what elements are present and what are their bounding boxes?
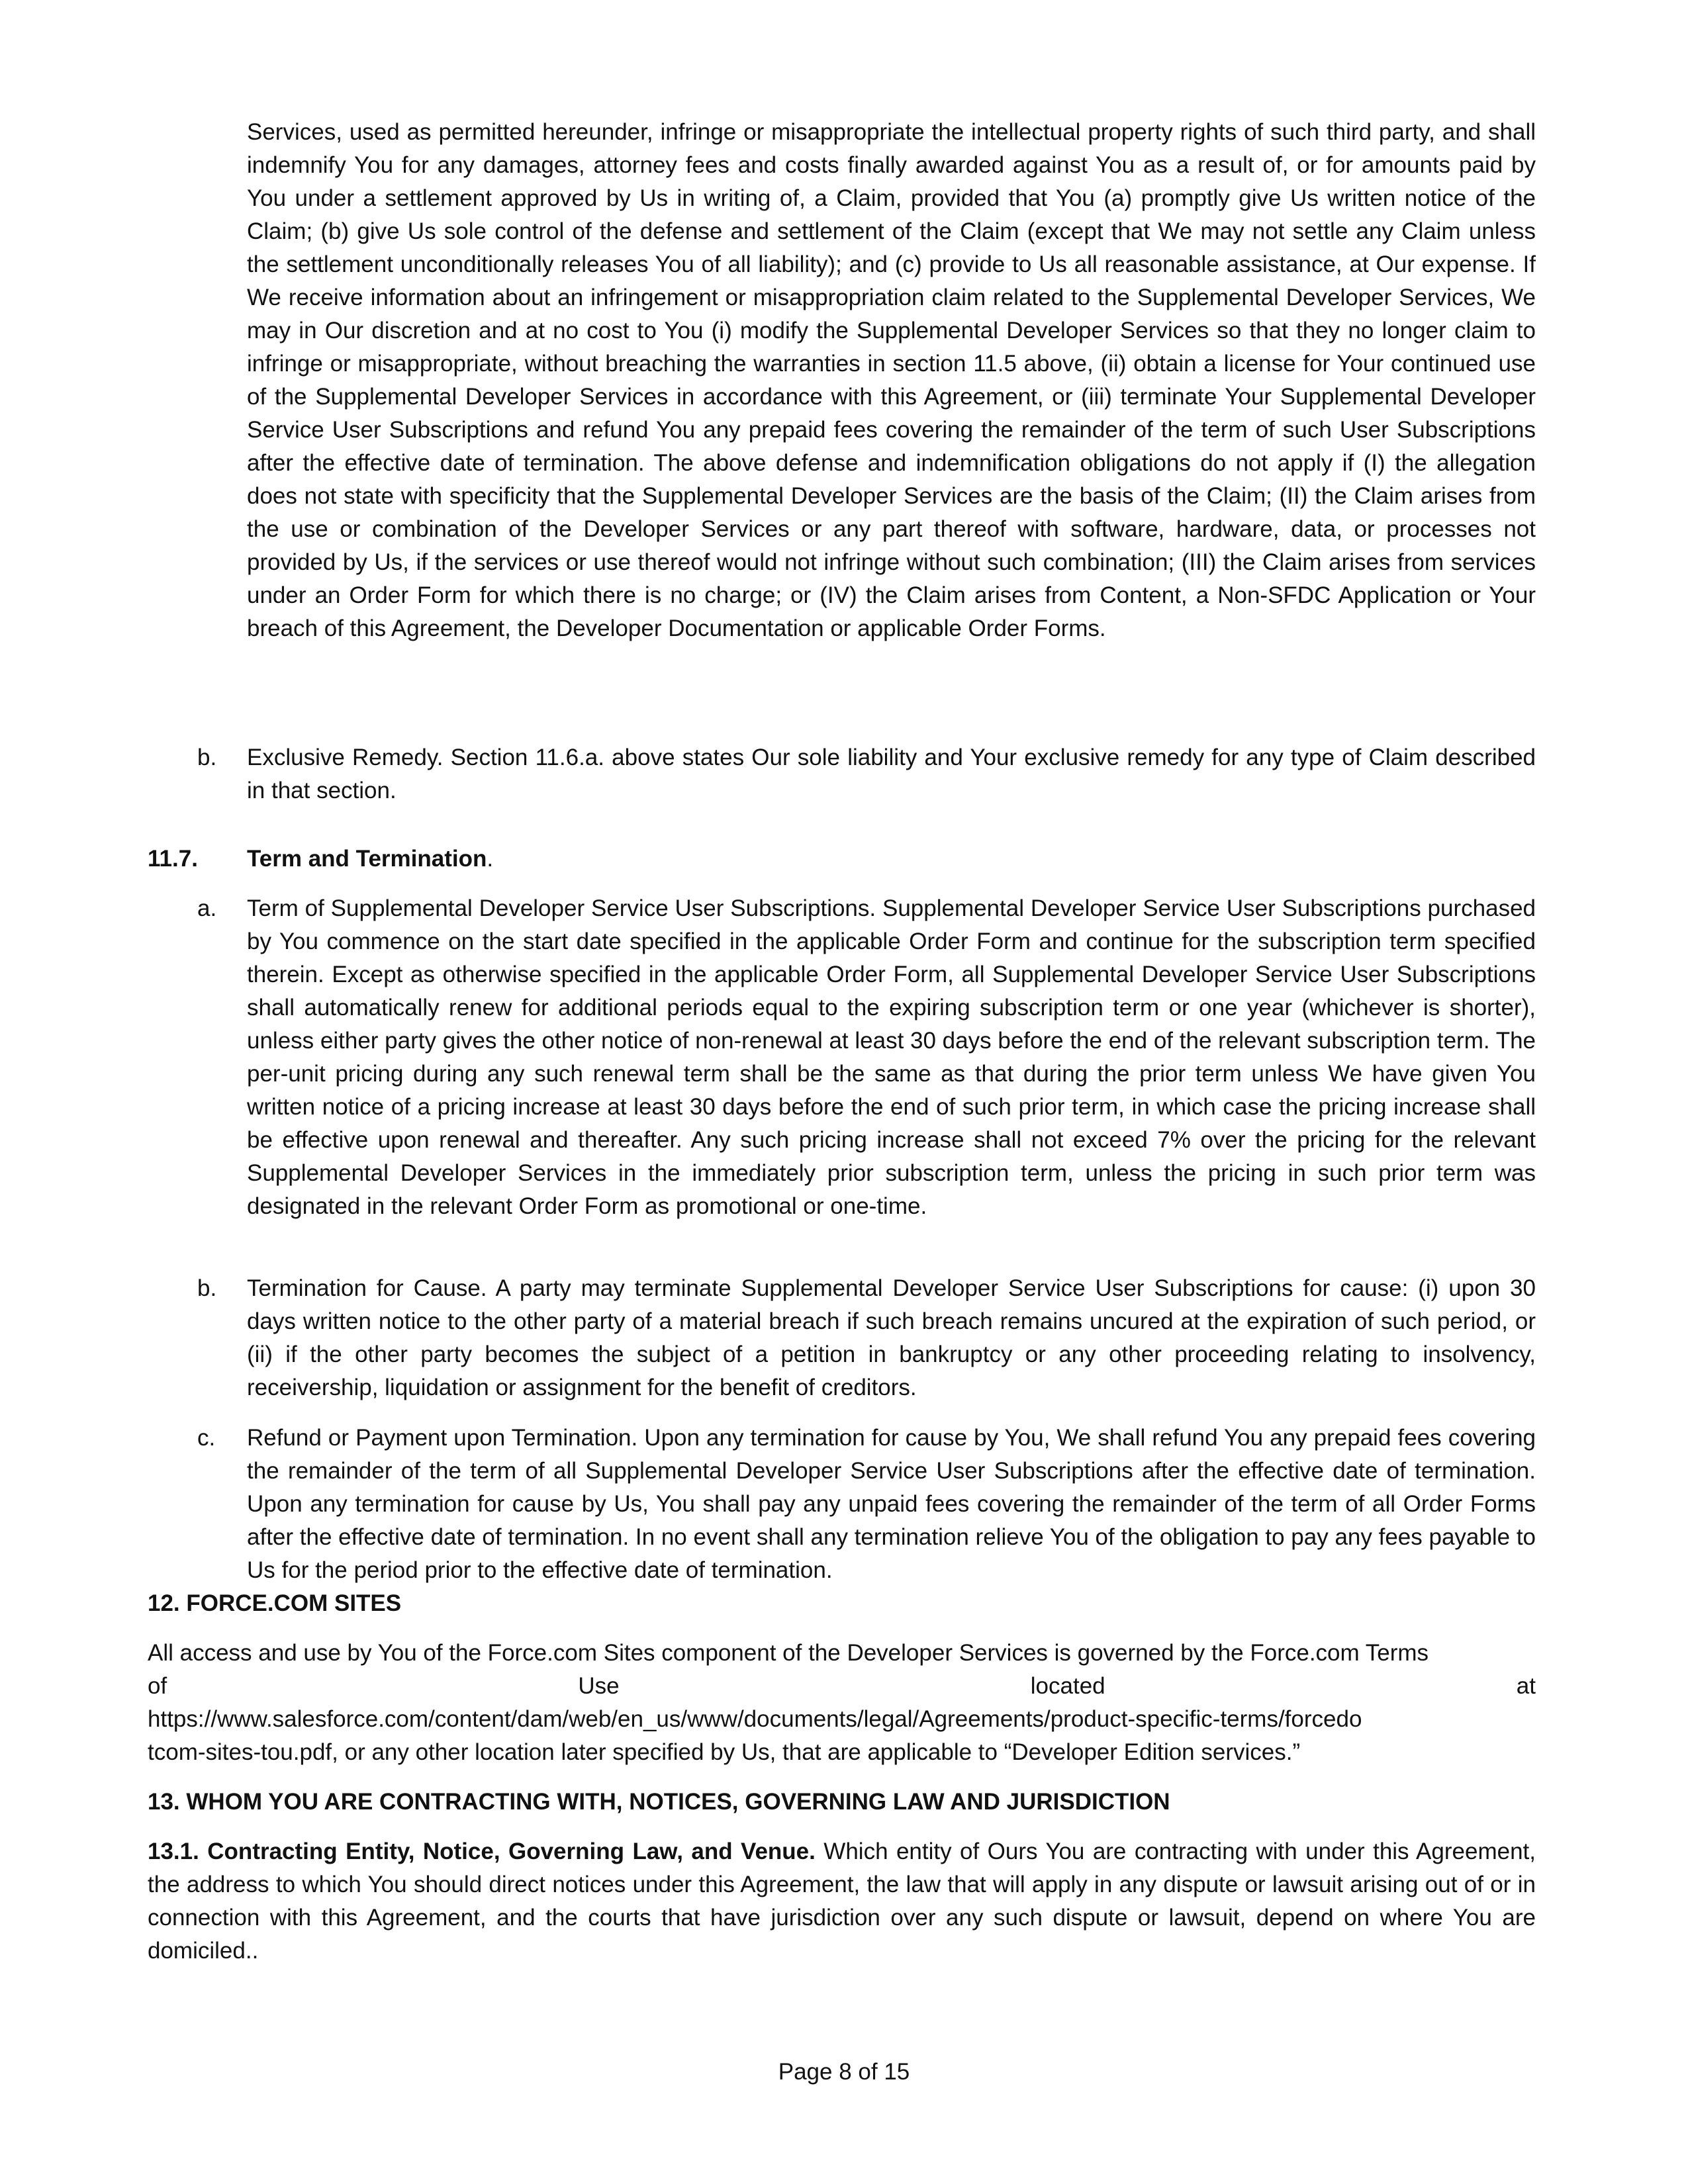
section-heading-12: 12. FORCE.COM SITES — [148, 1590, 402, 1616]
section-title-period: . — [487, 846, 494, 872]
refund-payment-paragraph: Refund or Payment upon Termination. Upon any termination for cause by You, We shall refund You any prepaid fees covering the remainder of the term of all Supplemental Developer Service User Subscriptions after the effective date of termination. Upon any termination for cause by Us, You shall pay any unpaid fees covering the remainder of the term of all Order Forms after the effective date of termination. In no event shall any termination relieve You of the obligation to pay any fees payable to Us for the period prior to the effective date of termination. — [247, 1425, 1536, 1583]
section-title-text: Term and Termination — [247, 846, 487, 872]
force-sites-line-4: tcom-sites-tou.pdf, or any other location later specified by Us, that are applicable to “Developer Edition services.” — [148, 1739, 1301, 1765]
term-subscriptions-paragraph: Term of Supplemental Developer Service User Subscriptions. Supplemental Developer Service User Subscriptions purchased by You commence on the start date specified in the applicable Order Form and continue for the subscription term specified therein. Except as otherwise specified in the applicable Order Form, all Supplemental Developer Service User Subscriptions shall automatically renew for additional periods equal to the expiring subscription term or one year (whichever is shorter), unless either party gives the other notice of non-renewal at least 30 days before the end of the relevant subscription term. The per-unit pricing during any such renewal term shall be the same as that during the prior term unless We have given You written notice of a pricing increase at least 30 days before the end of such prior term, in which case the pricing increase shall be effective upon renewal and thereafter. Any such pricing increase shall not exceed 7% over the pricing for the relevant Supplemental Developer Services in the immediately prior subscription term, unless the pricing in such prior term was designated in the relevant Order Form as promotional or one-time. — [247, 895, 1536, 1219]
section-number-11-7: 11.7. — [148, 846, 198, 872]
force-sites-terms-link[interactable]: https://www.salesforce.com/content/dam/web/en_us/www/documents/legal/Agreements/product-specific-terms/forcedo — [148, 1706, 1362, 1732]
word-of: of — [148, 1673, 167, 1699]
list-marker-b: b. — [197, 745, 217, 770]
page-number: Page 8 of 15 — [778, 2059, 910, 2085]
contracting-entity-text: Which entity of Ours You are contracting with under this Agreement, the address to which You should direct notices under this Agreement, the law that will apply in any dispute or lawsuit arising out of or in connection with this Agreement, and the courts that have jurisdiction over any such dispute or lawsuit, depend on where You are domiciled.. — [148, 1839, 1536, 1964]
section-heading-13: 13. WHOM YOU ARE CONTRACTING WITH, NOTICES, GOVERNING LAW AND JURISDICTION — [148, 1789, 1170, 1815]
indemnity-paragraph: Services, used as permitted hereunder, infringe or misappropriate the intellectual property rights of such third party, and shall indemnify You for any damages, attorney fees and costs finally awarded against You as a result of, or for amounts paid by You under a settlement approved by Us in writing of, a Claim, provided that You (a) promptly give Us written notice of the Claim; (b) give Us sole control of the defense and settlement of the Claim (except that We may not settle any Claim unless the settlement unconditionally releases You of all liability); and (c) provide to Us all reasonable assistance, at Our expense. If We receive information about an infringement or misappropriation claim related to the Supplemental Developer Services, We may in Our discretion and at no cost to You (i) modify the Supplemental Developer Services so that they no longer claim to infringe or misappropriate, without breaching the warranties in section 11.5 above, (ii) obtain a license for Your continued use of the Supplemental Developer Services in accordance with this Agreement, or (iii) terminate Your Supplemental Developer Service User Subscriptions and refund You any prepaid fees covering the remainder of the term of such User Subscriptions after the effective date of termination. The above defense and indemnification obligations do not apply if (I) the allegation does not state with specificity that the Supplemental Developer Services are the basis of the Claim; (II) the Claim arises from the use or combination of the Developer Services or any part thereof with software, hardware, data, or processes not provided by Us, if the services or use thereof would not infringe without such combination; (III) the Claim arises from services under an Order Form for which there is no charge; or (IV) the Claim arises from Content, a Non-SFDC Application or Your breach of this Agreement, the Developer Documentation or applicable Order Forms. — [247, 119, 1536, 641]
list-marker-b: b. — [197, 1275, 217, 1301]
termination-cause-paragraph: Termination for Cause. A party may terminate Supplemental Developer Service User Subscriptions for cause: (i) upon 30 days written notice to the other party of a material breach if such breach remains uncured at the expiration of such period, or (ii) if the other party becomes the subject of a petition in bankruptcy or any other proceeding relating to insolvency, receivership, liquidation or assignment for the benefit of creditors. — [247, 1275, 1536, 1400]
word-use: Use — [578, 1673, 620, 1699]
word-located: located — [1030, 1673, 1105, 1699]
contracting-entity-paragraph — [148, 1835, 1536, 1968]
contracting-entity-lead: 13.1. Contracting Entity, Notice, Governing Law, and Venue. — [148, 1839, 816, 1864]
list-marker-c: c. — [197, 1425, 216, 1451]
word-at: at — [1516, 1673, 1536, 1699]
force-sites-line-2 — [148, 1670, 1536, 1703]
force-sites-line-1: All access and use by You of the Force.com Sites component of the Developer Services is governed by the Force.com Terms — [148, 1640, 1429, 1666]
list-marker-a: a. — [197, 895, 217, 921]
exclusive-remedy-paragraph: Exclusive Remedy. Section 11.6.a. above states Our sole liability and Your exclusive remedy for any type of Claim described in that section. — [247, 745, 1536, 803]
section-title-11-7 — [247, 842, 493, 876]
